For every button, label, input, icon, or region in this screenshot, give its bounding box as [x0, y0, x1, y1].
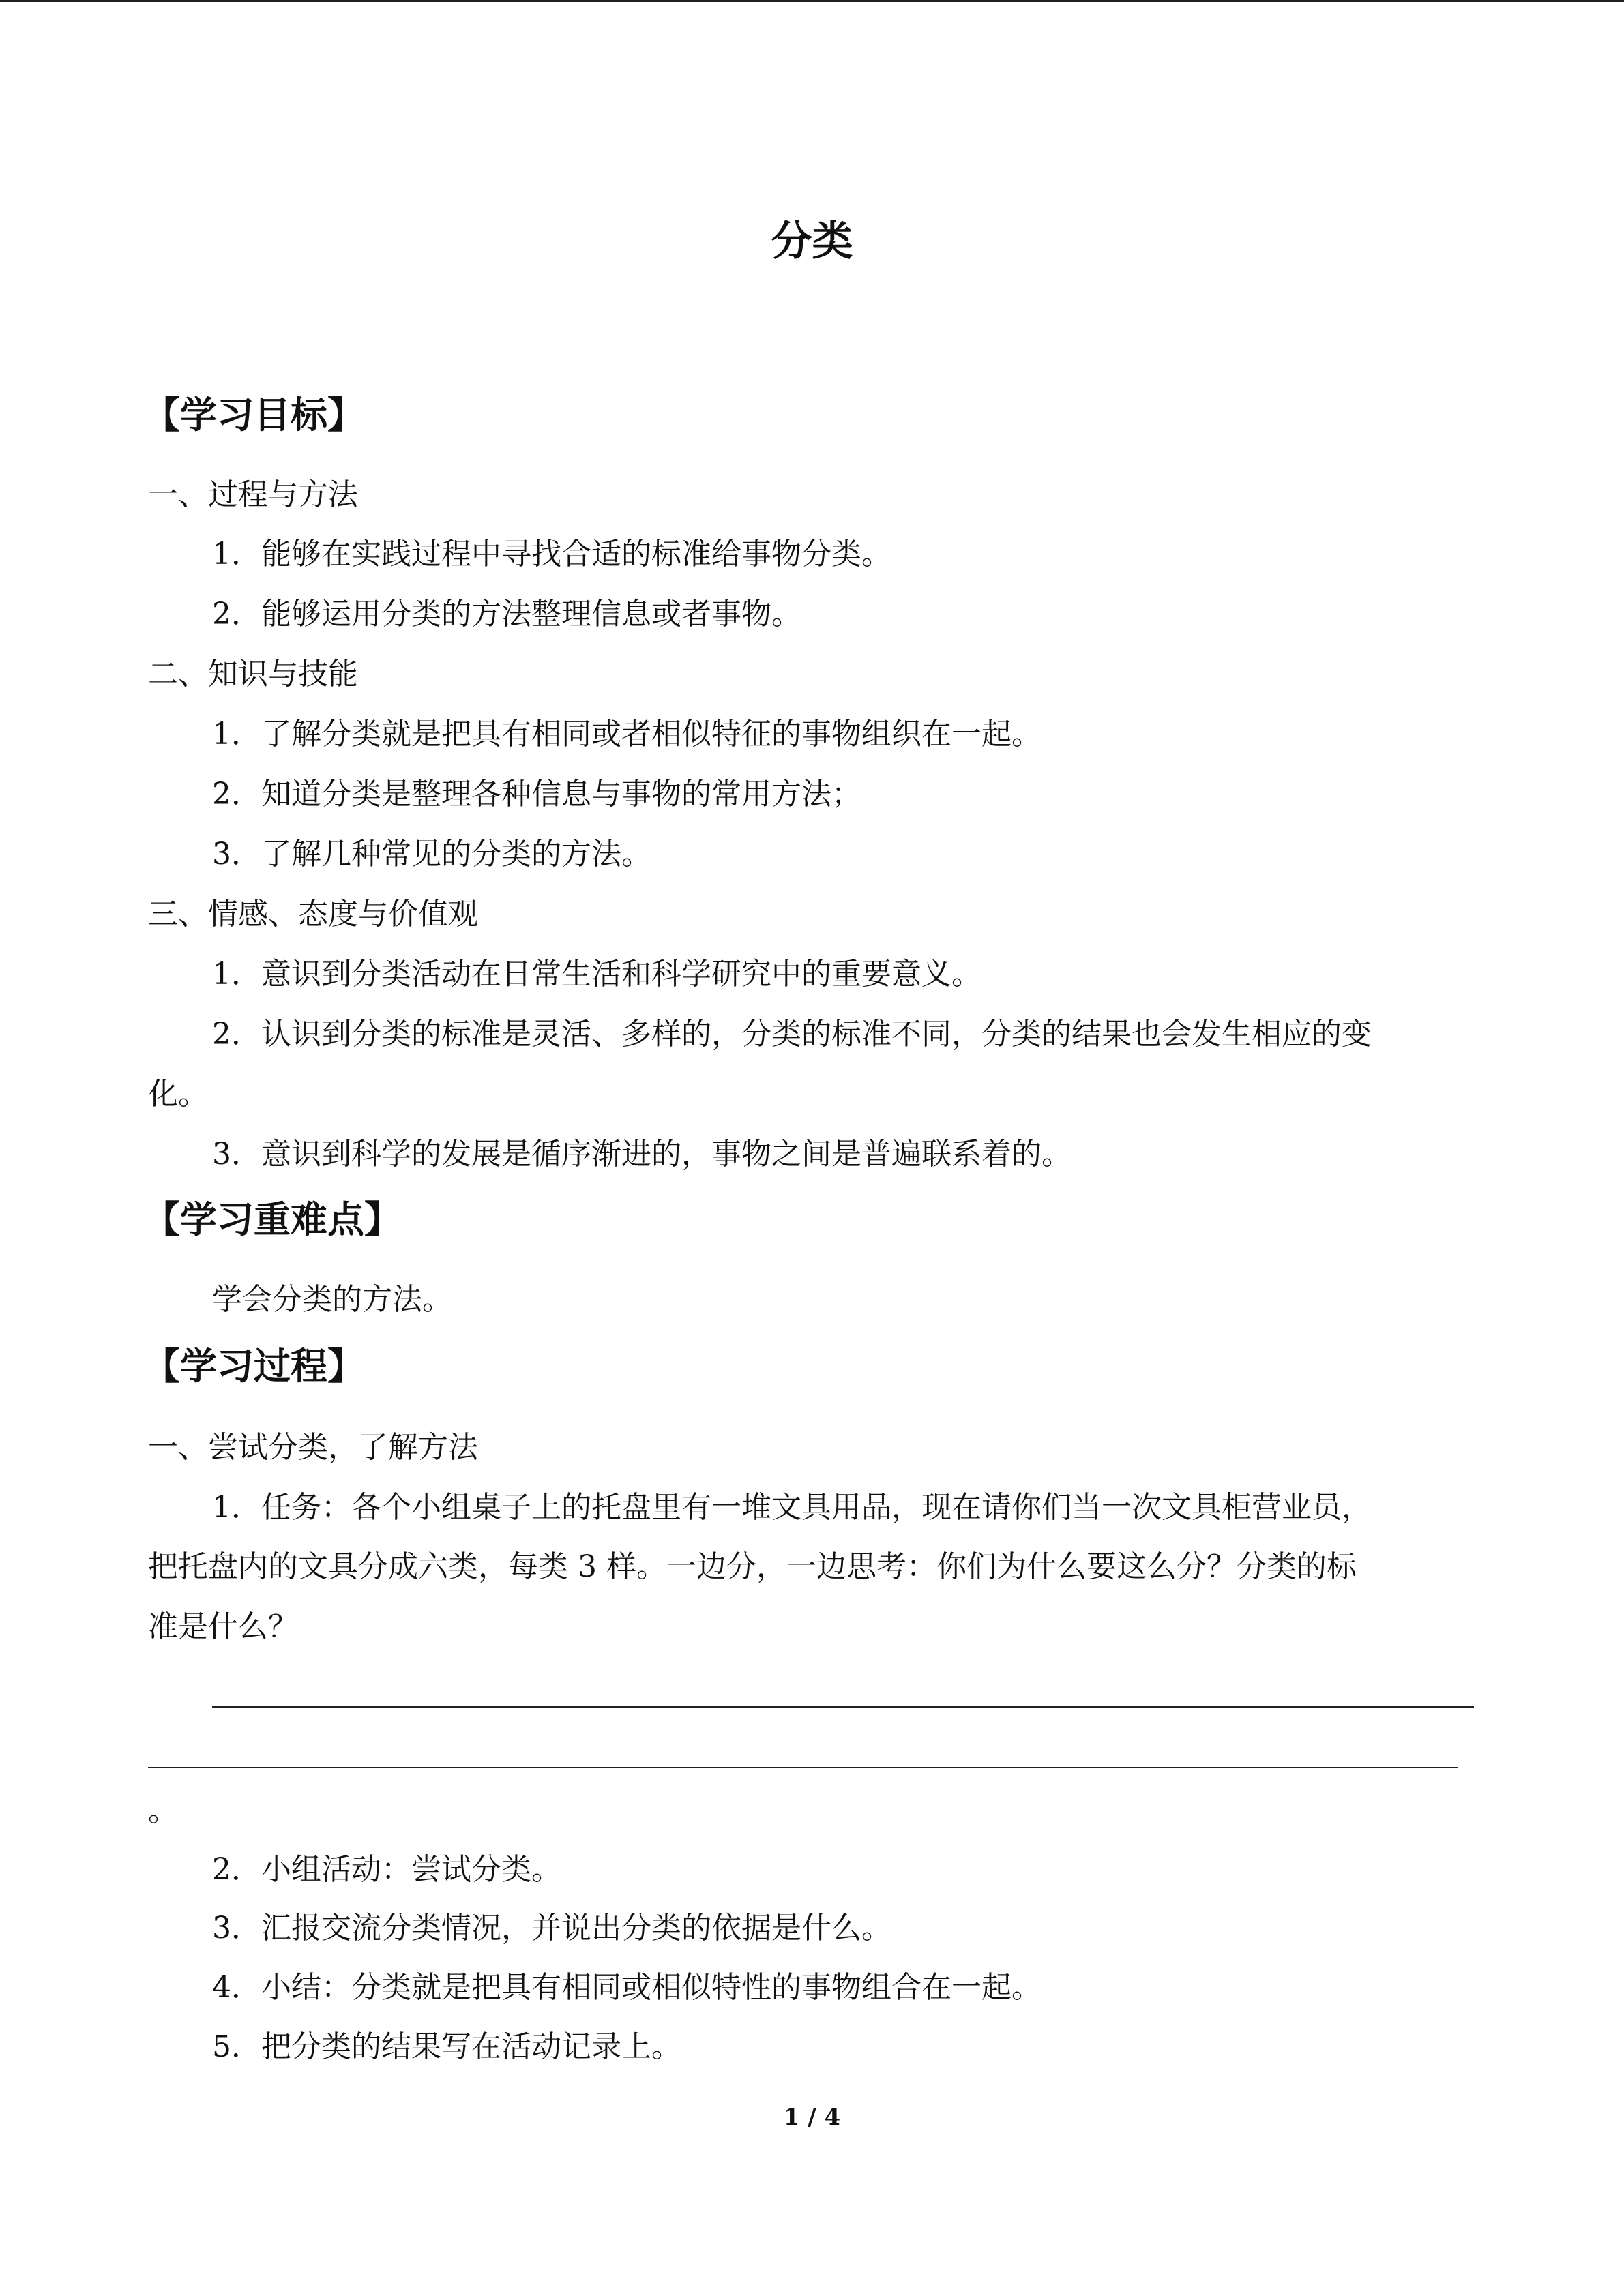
process-item-3: 3．汇报交流分类情况，并说出分类的依据是什么。	[212, 1911, 891, 1945]
process-section-1: 一、尝试分类，了解方法	[148, 1430, 478, 1465]
objective-2-2: 2．知道分类是整理各种信息与事物的常用方法；	[212, 777, 861, 811]
top-border	[0, 0, 1624, 2]
task-line3: 准是什么？	[148, 1609, 298, 1644]
objective-3-2-line1: 2．认识到分类的标准是灵活、多样的，分类的标准不同，分类的结果也会发生相应的变	[212, 1017, 1372, 1052]
objective-1-1: 1．能够在实践过程中寻找合适的标准给事物分类。	[212, 537, 891, 571]
task-line2: 把托盘内的文具分成六类，每类 3 样。一边分，一边思考：你们为什么要这么分？分类的标	[148, 1549, 1357, 1584]
process-item-5: 5．把分类的结果写在活动记录上。	[212, 2029, 681, 2064]
answer-blank-end: 。	[148, 1793, 178, 1828]
objective-2-1: 1．了解分类就是把具有相同或者相似特征的事物组织在一起。	[212, 717, 1042, 751]
objective-2-3: 3．了解几种常见的分类的方法。	[212, 837, 651, 871]
section-knowledge-skills: 二、知识与技能	[148, 657, 358, 691]
process-item-2: 2．小组活动：尝试分类。	[212, 1852, 561, 1887]
objective-3-2-line2: 化。	[148, 1077, 208, 1112]
heading-process: 【学习过程】	[143, 1344, 364, 1388]
page-title: 分类	[771, 218, 853, 265]
page-number: 1 / 4	[783, 2104, 841, 2131]
heading-objectives: 【学习目标】	[143, 393, 364, 436]
process-item-4: 4．小结：分类就是把具有相同或相似特性的事物组合在一起。	[212, 1970, 1042, 2005]
keypoints-text: 学会分类的方法。	[212, 1282, 452, 1317]
objective-3-1: 1．意识到分类活动在日常生活和科学研究中的重要意义。	[212, 957, 981, 992]
heading-keypoints: 【学习重难点】	[143, 1197, 401, 1241]
objective-1-2: 2．能够运用分类的方法整理信息或者事物。	[212, 597, 801, 631]
objective-3-3: 3．意识到科学的发展是循序渐进的，事物之间是普遍联系着的。	[212, 1137, 1072, 1172]
section-process-method: 一、过程与方法	[148, 477, 358, 512]
task-line1: 1．任务：各个小组桌子上的托盘里有一堆文具用品，现在请你们当一次文具柜营业员，	[212, 1490, 1372, 1525]
answer-blank-line-2	[148, 1767, 1458, 1768]
answer-blank-line-1	[212, 1706, 1474, 1708]
section-emotion-values: 三、情感、态度与价值观	[148, 897, 478, 931]
